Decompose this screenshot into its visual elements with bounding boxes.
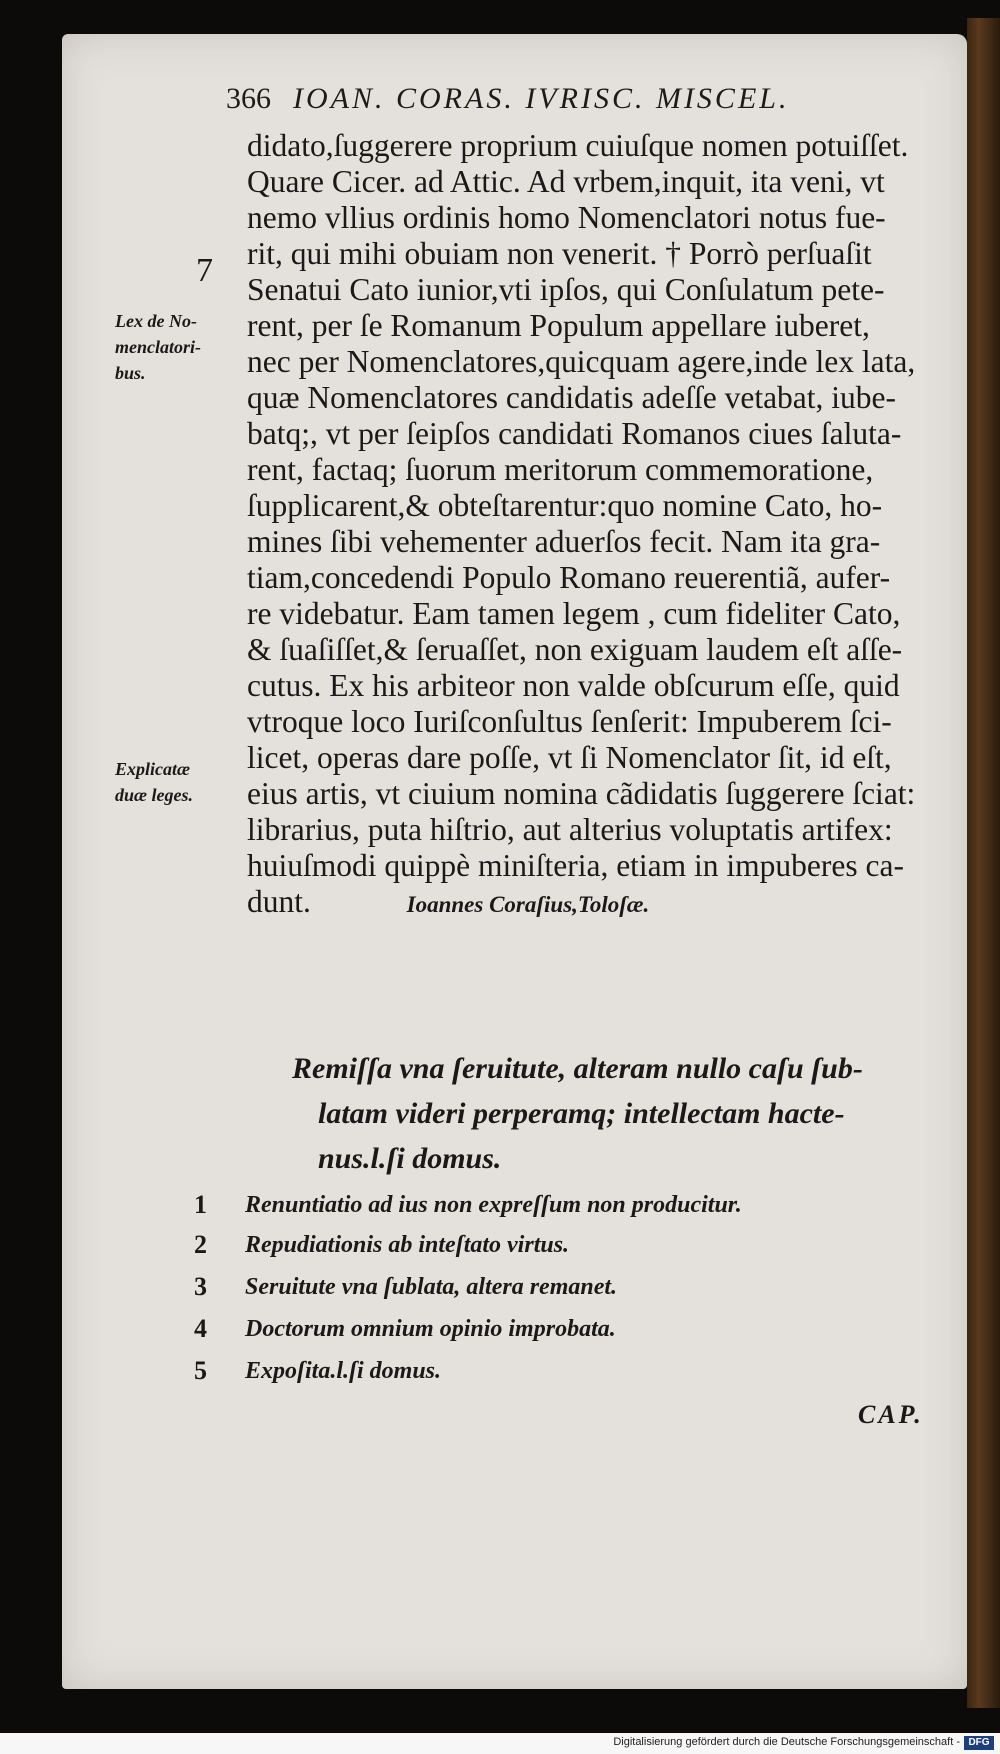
summary-item: Renuntiatio ad ius non expreſſum non producitur. [245, 1192, 742, 1218]
chapter-heading-line: latam videri perperamq; intellectam hacte- [318, 1097, 845, 1130]
summary-number: 5 [194, 1356, 207, 1385]
body-line: ſupplicarent,& obteſtarentur:quo nomine Cato, ho- [247, 488, 883, 523]
margin-section-number: 7 [196, 252, 213, 289]
body-line: batq;, vt per ſeipſos candidati Romanos ciues ſaluta- [247, 416, 902, 451]
body-line: rent, factaq; ſuorum meritorum commemoratione, [247, 452, 874, 487]
body-last-line [247, 882, 965, 925]
summary-item: Expoſita.l.ſi domus. [245, 1358, 442, 1384]
body-line: nec per Nomenclatores,quicquam agere,inde lex lata, [247, 344, 916, 379]
margin-note-line: Explicatæ [115, 759, 190, 779]
running-title: IOAN. CORAS. IVRISC. MISCEL. [293, 82, 790, 115]
chapter-heading-line: nus.l.ſi domus. [318, 1142, 502, 1175]
body-line: vtroque loco Iuriſconſultus ſenſerit: Impuberem ſci- [247, 704, 892, 739]
catchword: CAP. [858, 1400, 924, 1429]
body-line: rent, per ſe Romanum Populum appellare iuberet, [247, 308, 870, 343]
summary-number: 3 [194, 1272, 207, 1301]
running-header [226, 82, 906, 116]
body-line: rit, qui mihi obuiam non venerit. † Porrò perſuaſit [247, 236, 872, 271]
chapter-heading-line: Remiſſa vna ſeruitute, alteram nullo caſu ſub- [292, 1052, 863, 1085]
margin-note-explicatae [115, 756, 245, 808]
margin-note-line: menclatori- [115, 337, 201, 357]
body-line: nemo vllius ordinis homo Nomenclatori notus fue- [247, 200, 886, 235]
body-line: & ſuaſiſſet,& ſeruaſſet, non exiguam laudem eſt aſſe- [247, 632, 903, 667]
body-line: huiuſmodi quippè miniſteria, etiam in impuberes ca- [247, 848, 904, 883]
summary-number: 1 [194, 1190, 207, 1219]
margin-note-line: bus. [115, 363, 146, 383]
body-line: cutus. Ex his arbiteor non valde obſcurum eſſe, quid [247, 668, 900, 703]
last-line-text: dunt. [247, 884, 311, 919]
author-signature: Ioannes Coraſius,Toloſæ. [406, 892, 650, 917]
footer-credit: Digitalisierung gefördert durch die Deutsche Forschungsgemeinschaft - [613, 1736, 960, 1748]
summary-item: Repudiationis ab inteſtato virtus. [245, 1232, 570, 1258]
body-line: Quare Cicer. ad Attic. Ad vrbem,inquit, ita veni, vt [247, 164, 885, 199]
dfg-logo: DFG [964, 1736, 994, 1750]
margin-note-line: duæ leges. [115, 785, 193, 805]
summary-number: 4 [194, 1314, 207, 1343]
body-line: eius artis, vt ciuium nomina cãdidatis ſuggerere ſciat: [247, 776, 916, 811]
page-number: 366 [226, 82, 271, 115]
summary-number: 2 [194, 1230, 207, 1259]
summary-item: Seruitute vna ſublata, altera remanet. [245, 1274, 618, 1300]
body-line: licet, operas dare poſſe, vt ſi Nomenclator ſit, id eſt, [247, 740, 892, 775]
body-line: didato,ſuggerere proprium cuiuſque nomen potuiſſet. [247, 128, 909, 163]
body-line: librarius, puta hiſtrio, aut alterius voluptatis artifex: [247, 812, 893, 847]
body-line: tiam,concedendi Populo Romano reuerentiã, aufer- [247, 560, 891, 595]
margin-note-line: Lex de No- [115, 311, 197, 331]
body-line: re videbatur. Eam tamen legem , cum fideliter Cato, [247, 596, 901, 631]
summary-item: Doctorum omnium opinio improbata. [245, 1316, 616, 1342]
body-line: quæ Nomenclatores candidatis adeſſe vetabat, iube- [247, 380, 897, 415]
body-line: mines ſibi vehementer aduerſos fecit. Nam ita gra- [247, 524, 881, 559]
body-line: Senatui Cato iunior,vti ipſos, qui Conſulatum pete- [247, 272, 885, 307]
margin-note-lex [115, 308, 245, 386]
book-edge [967, 18, 1000, 1708]
